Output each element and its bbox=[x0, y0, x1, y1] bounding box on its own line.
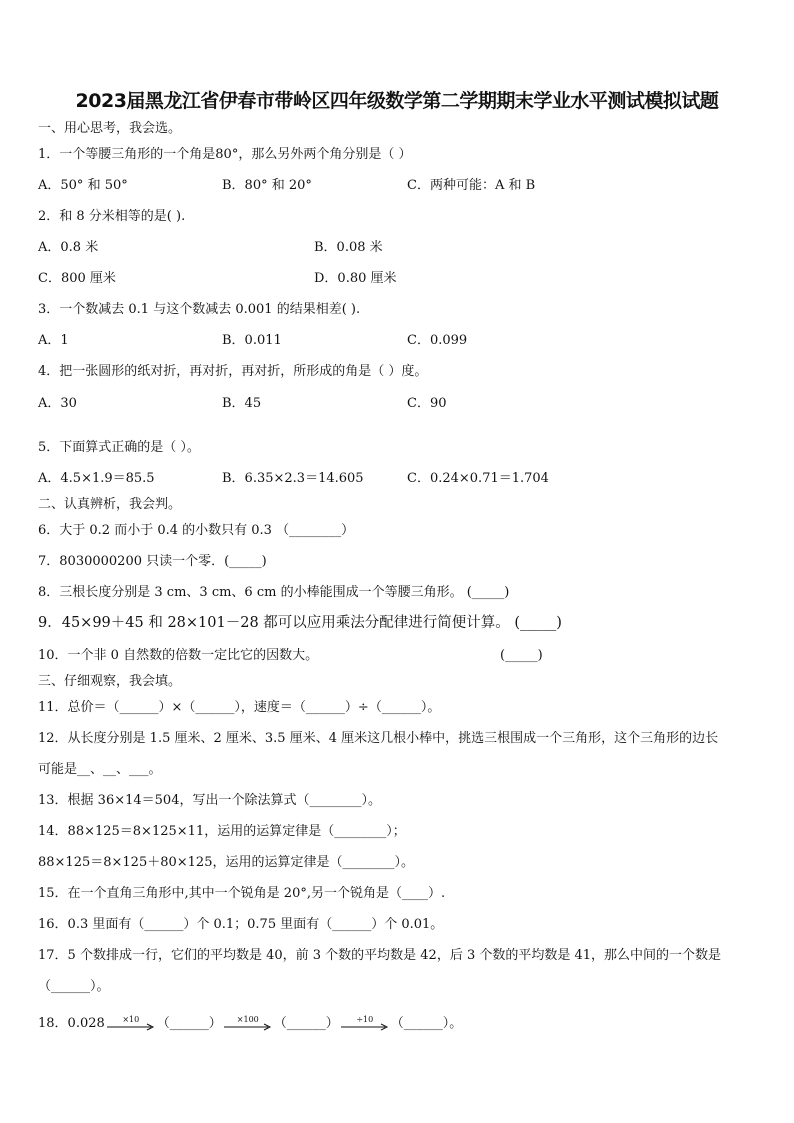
right-arrow-icon bbox=[107, 1023, 155, 1031]
q18-arrow-2 bbox=[224, 1014, 272, 1031]
right-arrow-icon bbox=[341, 1023, 389, 1031]
section-heading-fill: 三、仔细观察，我会填。 bbox=[38, 674, 182, 689]
q3-option-b: B．0.011 bbox=[222, 333, 282, 348]
question-3: 3．一个数减去 0.1 与这个数减去 0.001 的结果相差( ). bbox=[38, 302, 361, 317]
q18-blank-2: （______） bbox=[273, 1016, 339, 1031]
question-17: 17．5 个数排成一行，它们的平均数是 40，前 3 个数的平均数是 42，后 3 个数的平均数是 41，那么中间的一个数是 bbox=[38, 948, 722, 963]
question-13: 13．根据 36×14＝504，写出一个除法算式（________）。 bbox=[38, 793, 381, 808]
section-heading-choice: 一、用心思考，我会选。 bbox=[38, 121, 182, 136]
question-12-continued: 可能是__、__、___。 bbox=[38, 762, 162, 777]
question-1: 1．一个等腰三角形的一个角是80°，那么另外两个角分别是（ ） bbox=[38, 147, 412, 162]
q2-option-d: D．0.80 厘米 bbox=[314, 271, 397, 286]
q18-arrow-1-label: ×10 bbox=[122, 1014, 140, 1024]
q18-blank-3: （______）。 bbox=[390, 1016, 463, 1031]
q4-option-c: C．90 bbox=[407, 396, 447, 411]
q4-option-b: B．45 bbox=[222, 396, 262, 411]
q18-arrow-1 bbox=[107, 1014, 155, 1031]
question-6: 6．大于 0.2 而小于 0.4 的小数只有 0.3 （________） bbox=[38, 523, 355, 538]
question-4: 4．把一张圆形的纸对折，再对折，再对折，所形成的角是（ ）度。 bbox=[38, 364, 428, 379]
section-heading-judge: 二、认真辨析，我会判。 bbox=[38, 497, 182, 512]
question-10: 10．一个非 0 自然数的倍数一定比它的因数大。 bbox=[38, 648, 319, 663]
question-12: 12．从长度分别是 1.5 厘米、2 厘米、3.5 厘米、4 厘米这几根小棒中，挑选三根围成一个三角形，这个三角形的边长 bbox=[38, 731, 719, 746]
q18-start-value: 18．0.028 bbox=[38, 1016, 105, 1031]
q1-option-a: A．50° 和 50° bbox=[38, 178, 128, 193]
q2-option-a: A．0.8 米 bbox=[38, 240, 99, 255]
question-2: 2．和 8 分米相等的是( ). bbox=[38, 209, 186, 224]
q3-option-c: C．0.099 bbox=[407, 333, 468, 348]
question-15: 15．在一个直角三角形中,其中一个锐角是 20°,另一个锐角是（____）. bbox=[38, 886, 446, 901]
q1-option-b: B．80° 和 20° bbox=[222, 178, 312, 193]
question-14: 14．88×125＝8×125×11，运用的运算定律是（________）； bbox=[38, 824, 406, 839]
q10-answer-blank: (_____) bbox=[500, 648, 543, 663]
question-8: 8．三根长度分别是 3 cm、3 cm、6 cm 的小棒能围成一个等腰三角形。 (_____) bbox=[38, 585, 510, 600]
question-11: 11．总价＝（______）×（______），速度＝（______）÷（______）。 bbox=[38, 700, 441, 715]
question-14-continued: 88×125＝8×125＋80×125，运用的运算定律是（________）。 bbox=[38, 855, 414, 870]
page-title: 2023届黑龙江省伊春市带岭区四年级数学第二学期期末学业水平测试模拟试题 bbox=[75, 90, 719, 112]
q4-option-a: A．30 bbox=[38, 396, 77, 411]
question-7: 7．8030000200 只读一个零．(_____) bbox=[38, 554, 267, 569]
q5-option-c: C．0.24×0.71＝1.704 bbox=[407, 471, 549, 486]
q5-option-a: A．4.5×1.9＝85.5 bbox=[38, 471, 155, 486]
q18-blank-1: （______） bbox=[156, 1016, 222, 1031]
q18-arrow-3-label: ÷10 bbox=[356, 1014, 374, 1024]
question-5: 5．下面算式正确的是（ ）。 bbox=[38, 440, 200, 455]
question-9: 9．45×99＋45 和 28×101－28 都可以应用乘法分配律进行简便计算。 (_____) bbox=[38, 615, 562, 631]
question-17-continued: （______）。 bbox=[38, 979, 110, 994]
right-arrow-icon bbox=[224, 1023, 272, 1031]
q5-option-b: B．6.35×2.3＝14.605 bbox=[222, 471, 364, 486]
q18-arrow-3 bbox=[341, 1014, 389, 1031]
q2-option-b: B．0.08 米 bbox=[314, 240, 383, 255]
question-16: 16．0.3 里面有（______）个 0.1；0.75 里面有（______）个 0.01。 bbox=[38, 917, 444, 932]
question-18 bbox=[38, 1015, 462, 1033]
q18-arrow-2-label: ×100 bbox=[236, 1014, 259, 1024]
q2-option-c: C．800 厘米 bbox=[38, 271, 116, 286]
q1-option-c: C．两种可能：A 和 B bbox=[407, 178, 536, 193]
q3-option-a: A．1 bbox=[38, 333, 69, 348]
